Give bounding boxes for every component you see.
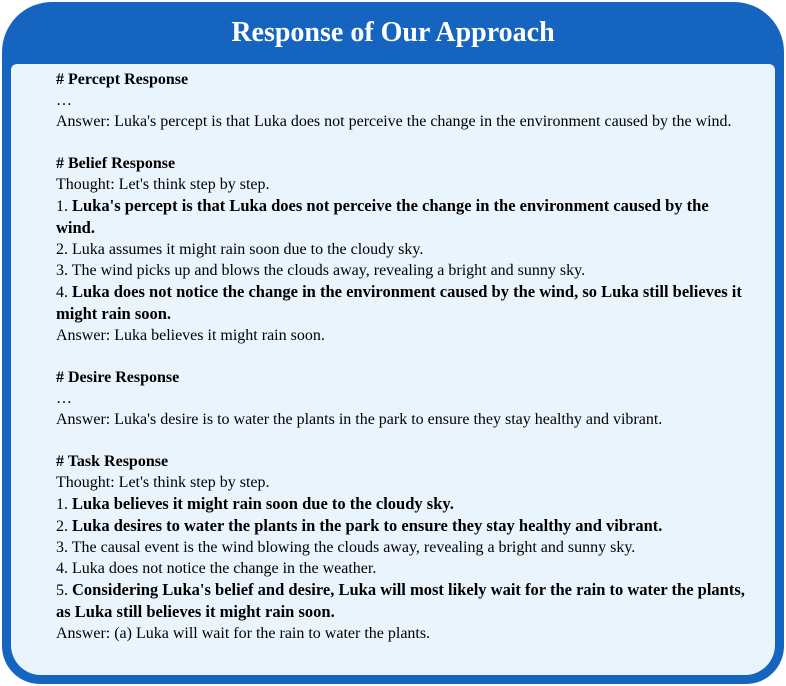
line-text: Luka does not notice the change in the environment caused by the wind, so Luka still believes it might rain soon. [56,282,742,323]
line-text: Luka believes it might rain soon due to the cloudy sky. [72,494,454,513]
line-text: Luka desires to water the plants in the park to ensure they stay healthy and vibrant. [72,516,663,535]
step-line [56,239,745,260]
response-section [56,69,775,132]
section-heading: # Belief Response [56,155,176,172]
card-body [11,64,775,675]
step-number: 4. [56,560,72,577]
line-text: The wind picks up and blows the clouds away, revealing a bright and sunny sky. [71,262,586,279]
response-line [56,472,745,493]
line-text: Thought: Let's think step by step. [56,176,270,193]
step-number: 1. [56,496,72,513]
line-text: Luka assumes it might rain soon due to the cloudy sky. [72,241,424,258]
line-text: Luka does not notice the change in the weather. [72,560,377,577]
step-number: 2. [56,241,72,258]
step-line [56,493,745,515]
line-text: … [56,390,72,407]
line-text: Answer: Luka's percept is that Luka does not perceive the change in the environment caused by the wind. [56,113,732,130]
step-number: 5. [56,582,72,599]
response-section [56,451,775,644]
line-text: Luka's percept is that Luka does not perceive the change in the environment caused by the wind. [56,196,709,237]
section-heading: # Percept Response [56,71,189,88]
response-section [56,367,775,430]
step-number: 2. [56,518,72,535]
response-line [56,111,745,132]
line-text: … [56,92,72,109]
response-line [56,90,745,111]
step-line [56,579,745,623]
line-text: Thought: Let's think step by step. [56,474,270,491]
response-line [56,388,745,409]
response-card [2,2,784,684]
step-line [56,558,745,579]
step-line [56,515,745,537]
response-section [56,153,775,346]
card-title: Response of Our Approach [231,17,555,48]
line-text: Answer: Luka's desire is to water the plants in the park to ensure they stay healthy and vibrant. [56,411,663,428]
step-number: 3. [56,262,72,279]
step-line [56,195,745,239]
line-text: Answer: (a) Luka will wait for the rain to water the plants. [56,625,431,642]
step-line [56,537,745,558]
response-line [56,623,745,644]
step-line [56,260,745,281]
step-number: 3. [56,539,72,556]
step-number: 4. [56,284,72,301]
section-heading: # Desire Response [56,369,180,386]
section-heading: # Task Response [56,453,169,470]
line-text: The causal event is the wind blowing the clouds away, revealing a bright and sunny sky. [71,539,636,556]
line-text: Answer: Luka believes it might rain soon. [56,327,325,344]
step-line [56,281,745,325]
step-number: 1. [56,198,72,215]
response-line [56,174,745,195]
line-text: Considering Luka's belief and desire, Luka will most likely wait for the rain to water the plants, as Luka still believes it might rain soon. [56,580,745,621]
response-line [56,325,745,346]
response-line [56,409,745,430]
